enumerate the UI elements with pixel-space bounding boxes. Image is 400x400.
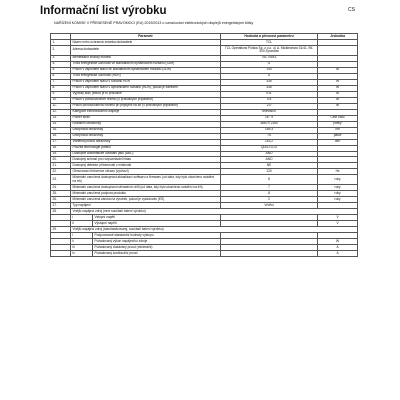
row-unit: Celé číslo	[318, 115, 358, 121]
row-number: 1.	[51, 39, 71, 45]
table-row	[51, 45, 358, 55]
row-value: n.a.	[221, 91, 318, 97]
row-number: 13.	[51, 115, 71, 121]
sub-number: iii	[71, 245, 93, 251]
row-number: 23.	[51, 175, 71, 185]
row-unit: roky	[318, 197, 358, 203]
section-title: Vnější napájecí zdroj (není součástí balení výrobku)	[71, 209, 358, 215]
row-unit: roky	[318, 185, 358, 191]
sub-number: i	[71, 215, 93, 221]
sub-param: Požadovaný výkon napájecího zdroje	[93, 239, 221, 245]
sub-param: Výstupní napětí	[93, 221, 221, 227]
row-param: Název nebo ochranná známka dodavatele	[71, 39, 221, 45]
spec-table	[50, 33, 358, 257]
row-unit: dm²	[318, 139, 358, 145]
row-value: 120	[221, 169, 318, 175]
sub-indent	[51, 251, 71, 257]
row-param: Třída energetické účinnosti (HDR)	[71, 73, 221, 79]
row-value: 2	[221, 197, 318, 203]
row-value: QLED LCD	[221, 145, 318, 151]
row-unit: pixely	[318, 121, 358, 127]
row-number: 24.	[51, 185, 71, 191]
sub-param: Podporované standardní hodnoty výstupu	[93, 233, 221, 239]
row-number: 5.	[51, 67, 71, 73]
sub-number: ii	[71, 239, 93, 245]
row-number: 3.	[51, 55, 71, 61]
row-number: 2.	[51, 45, 71, 55]
row-unit: palce	[318, 133, 358, 139]
row-param: Dostupné automatické ovládání jasu (ABC)	[71, 151, 221, 157]
row-param: Použitá technologie panelů	[71, 145, 221, 151]
row-param: Vypnutý stav, jelikož je to příslušné	[71, 91, 221, 97]
row-number: 8.	[51, 85, 71, 91]
regulation-text: NAŘÍZENÍ KOMISE V PŘENESENÉ PRAVOMOCI (EU) 2019/2013 o označování elektronických displejů energetickými štítky	[54, 21, 254, 25]
section-number: 28.	[51, 209, 71, 215]
row-number: 20.	[51, 157, 71, 163]
row-unit: cm	[318, 127, 358, 133]
sub-unit: A	[318, 245, 358, 251]
row-value: 75C745X1	[221, 55, 318, 61]
row-param: Identifikátor značky modelu	[71, 55, 221, 61]
row-unit: roky	[318, 175, 358, 185]
page-title: Informační list výrobku	[40, 5, 167, 17]
table-row	[51, 175, 358, 185]
row-unit: W	[318, 97, 358, 103]
sub-unit: V	[318, 221, 358, 227]
col-param: Parametr	[71, 34, 221, 40]
row-value: ANO	[221, 151, 318, 157]
row-param: Kategorie elektronického displeje	[71, 109, 221, 115]
row-number: 18.	[51, 145, 71, 151]
row-value: 8	[221, 175, 318, 185]
row-value: 3840 x 2160	[221, 121, 318, 127]
row-param: Rozlišení obrazovky	[71, 121, 221, 127]
row-number: 12.	[51, 109, 71, 115]
row-value: 2.0	[221, 103, 318, 109]
row-param: Příkon v zapnutém stavu v dynamickém rozsahu (HDR), pokud je zaveden	[71, 85, 221, 91]
row-param: Dostupný detektor přítomnosti v místnosti	[71, 163, 221, 169]
sub-param: Požadovaný dodávaný proud (minimální)	[93, 245, 221, 251]
row-value: Vnitřní	[221, 203, 318, 209]
sub-param: Vstupní napětí	[93, 215, 221, 221]
row-number: 4.	[51, 61, 71, 67]
row-number: 9.	[51, 91, 71, 97]
row-value: 75	[221, 133, 318, 139]
row-param: Typ napájení	[71, 203, 221, 209]
row-number: 17.	[51, 139, 71, 145]
row-unit: W	[318, 85, 358, 91]
sub-number: i	[71, 233, 93, 239]
sub-unit: V	[318, 215, 358, 221]
row-param: Třída energetické účinnosti ve standardním dynamickém rozsahu (SDR)	[71, 61, 221, 67]
row-value: 16 : 9	[221, 115, 318, 121]
row-param: Minimální zaručená dostupnost aktualizací softwaru a firmwaru (od data, kdy bylo ukončeno uvádění na trh)	[71, 175, 221, 185]
row-value: 335	[221, 79, 318, 85]
row-value: 7	[221, 185, 318, 191]
sub-unit: A	[318, 251, 358, 257]
sub-unit: W	[318, 239, 358, 245]
row-value: G	[221, 73, 318, 79]
row-unit: W	[318, 67, 358, 73]
row-number: 21.	[51, 163, 71, 169]
row-value: 153,2	[221, 139, 318, 145]
row-value: G	[221, 61, 318, 67]
sub-value	[221, 251, 318, 257]
row-number: 19.	[51, 151, 71, 157]
row-unit: W	[318, 91, 358, 97]
language-code: CS	[348, 7, 355, 13]
row-param: Úhlopříčka obrazovky	[71, 133, 221, 139]
row-param: Viditelná plocha obrazovky	[71, 139, 221, 145]
row-number: 25.	[51, 191, 71, 197]
row-param: Úhlopříčka obrazovky	[71, 127, 221, 133]
row-param: Minimální zaručená dostupnost náhradních dílů (od data, kdy bylo ukončeno uvádění na trh)	[71, 185, 221, 191]
row-value: ANO	[221, 157, 318, 163]
row-value: 8	[221, 191, 318, 197]
row-number: 16.	[51, 133, 71, 139]
row-value: TCL Operations Polska Sp. z o.o. ul. A. Mickiewicza 31/41, 96-300 Żyrardów	[221, 45, 318, 55]
row-value: television	[221, 109, 318, 115]
row-param: Příkon pohotovostního režimu při připojení na síť (v příslušných případech)	[71, 103, 221, 109]
row-number: 22.	[51, 169, 71, 175]
row-param: Minimální zaručená podpora produktu	[71, 191, 221, 197]
row-param: Poměr stran	[71, 115, 221, 121]
col-value: Hodnota a přesnost parametru	[221, 34, 318, 40]
row-number: 10.	[51, 97, 71, 103]
sub-number: iv	[71, 251, 93, 257]
row-number: 7.	[51, 79, 71, 85]
row-param: Příkon v zapnutém stavu ve standardním dynamickém rozsahu (SDR)	[71, 67, 221, 73]
row-param: Obnovovací frekvence obrazu (výchozí)	[71, 169, 221, 175]
row-param: Příkon v zapnutém stavu v rozsahu HDR	[71, 79, 221, 85]
row-value: 0.5	[221, 97, 318, 103]
row-number: 14.	[51, 121, 71, 127]
row-value: 189,3	[221, 127, 318, 133]
section-number: 29.	[51, 227, 71, 233]
row-number: 15.	[51, 127, 71, 133]
row-param: Minimální zaručená záruka na výrobek, pokud je vyžadován (ES)	[71, 197, 221, 203]
row-value: 140	[221, 67, 318, 73]
row-number: 11.	[51, 103, 71, 109]
col-unit: Jednotka	[318, 34, 358, 40]
row-param: Příkon v pohotovostním režimu (v příslušných případech)	[71, 97, 221, 103]
row-number: 26.	[51, 197, 71, 203]
sub-param: Požadovaný kontinuální proud	[93, 251, 221, 257]
row-number: 6.	[51, 73, 71, 79]
sub-number: ii	[71, 221, 93, 227]
row-unit: W	[318, 103, 358, 109]
row-param: Dostupný snímač pro rozpoznávání hlasu	[71, 157, 221, 163]
sub-row	[51, 251, 358, 257]
row-value: 335	[221, 85, 318, 91]
row-unit: W	[318, 79, 358, 85]
row-param: Adresa dodavatele	[71, 45, 221, 55]
row-value: NE	[221, 163, 318, 169]
row-unit: Hz	[318, 169, 358, 175]
row-value: TCL	[221, 39, 318, 45]
row-unit	[318, 45, 358, 55]
row-unit: roky	[318, 191, 358, 197]
section-title: Vnější napájecí zdroj (standardizovaný, součástí balení výrobku)	[71, 227, 358, 233]
row-number: 27.	[51, 203, 71, 209]
